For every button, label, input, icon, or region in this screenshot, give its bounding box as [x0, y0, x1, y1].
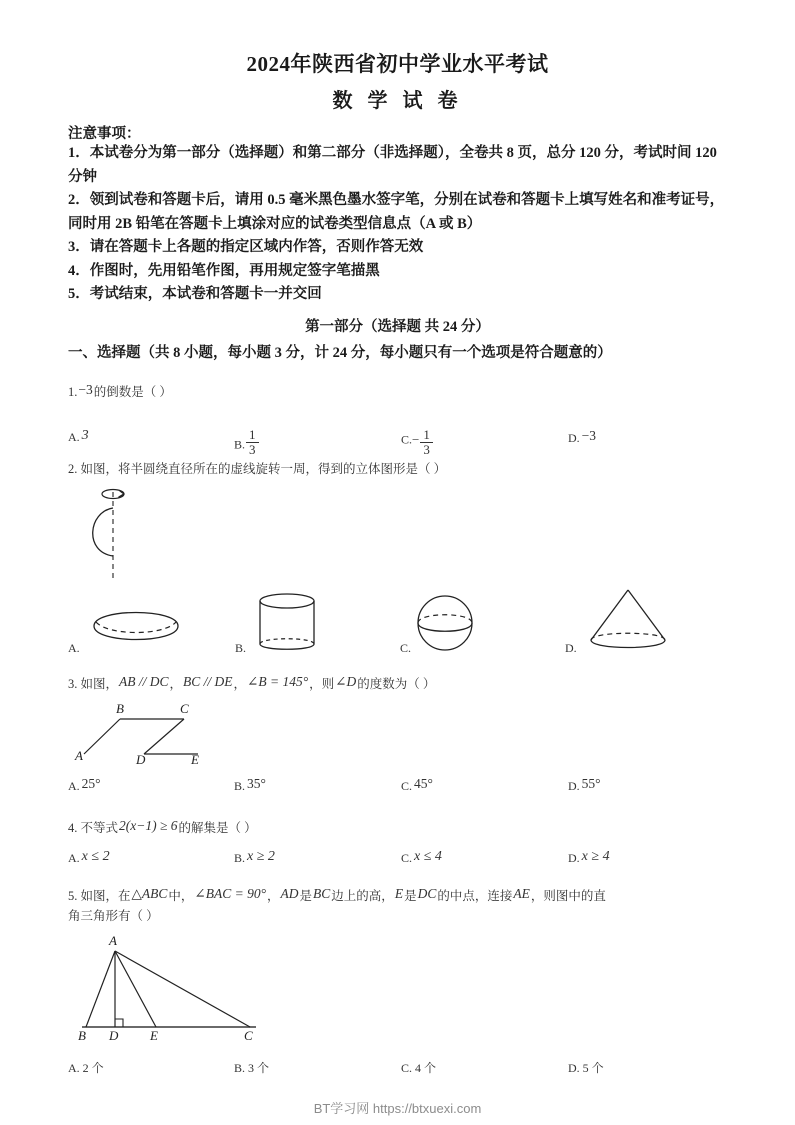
option-value: 55° — [581, 776, 601, 791]
option-label: A. 2 个 — [68, 1061, 104, 1075]
question-5-math-7: AE — [513, 886, 530, 901]
question-5-math-1: △ABC — [131, 886, 168, 901]
notice-item-4: 4．作图时，先用铅笔作图，再用规定签字笔描黑 — [68, 262, 380, 279]
question-2-option-b[interactable] — [235, 641, 246, 656]
option-label: B. — [235, 641, 247, 655]
question-4-option-a[interactable] — [68, 849, 110, 866]
question-3-comma-1: ， — [169, 677, 183, 691]
question-5-option-b[interactable] — [234, 1059, 269, 1076]
option-value: 25° — [81, 776, 101, 791]
question-3-options — [68, 772, 748, 794]
question-5-figure — [78, 933, 268, 1043]
option-label: A. — [68, 851, 80, 865]
option-label: B. 3 个 — [234, 1061, 270, 1075]
question-4-option-b[interactable] — [234, 849, 275, 866]
question-5-part-2: 中， — [168, 889, 194, 903]
option-label: A. — [68, 430, 80, 444]
question-3-label-C: C — [180, 701, 189, 716]
option-label: D. — [568, 851, 580, 865]
question-2-option-c[interactable] — [400, 641, 411, 656]
question-4-math: 2(x−1) ≥ 6 — [119, 818, 178, 833]
notice-item-5: 5．考试结束，本试卷和答题卡一并交回 — [68, 286, 322, 302]
option-value: −3 — [581, 428, 597, 443]
footer-watermark: BT学习网 https://btxuexi.com — [313, 1101, 482, 1116]
question-3-comma-2: ， — [233, 677, 247, 691]
question-1-stem — [68, 381, 172, 401]
option-value: x ≥ 4 — [581, 849, 610, 864]
question-3-label-D: D — [136, 752, 146, 767]
question-5-part-3: ， — [267, 889, 280, 903]
page-title: 2024年陕西省初中学业水平考试 — [246, 52, 549, 76]
question-3-label-B: B — [116, 701, 124, 716]
option-label: B. — [234, 851, 246, 865]
question-5-part-7: 的中点，连接 — [437, 889, 513, 903]
notice-item-2: 2．领到试卷和答题卡后，请用 0.5 毫米黑色墨水签字笔，分别在试卷和答题卡上填写姓名和准考证号，同时用 2B 铅笔在答题卡上填涂对应的试卷类型信息点（A 或 B） — [68, 192, 725, 232]
question-5-part-6: 是 — [404, 889, 417, 903]
question-5-math-3: AD — [280, 886, 299, 901]
notice-item-3: 3．请在答题卡上各题的指定区域内作答，否则作答无效 — [68, 239, 424, 255]
question-5-label-A: A — [109, 933, 117, 948]
question-2-option-d[interactable] — [565, 641, 577, 656]
option-value: 3 — [81, 428, 89, 443]
question-5-part-5: 边上的高， — [331, 889, 394, 903]
option-label: B. — [234, 779, 246, 793]
question-3-option-b[interactable] — [234, 776, 266, 794]
question-3-option-d[interactable] — [568, 776, 601, 794]
page-subtitle: 数 学 试 卷 — [332, 90, 463, 112]
question-5-math-5: E — [394, 886, 404, 901]
section-heading: 一、选择题（共 8 小题，每小题 3 分，计 24 分，每小题只有一个选项是符合题意的） — [68, 345, 612, 361]
question-5-part-8: ，则图中的直 — [530, 889, 606, 903]
question-2-option-a-figure — [88, 600, 184, 652]
option-label: C. — [401, 779, 413, 793]
question-5-label-E: E — [150, 1028, 158, 1043]
notice-item-1: 1．本试卷分为第一部分（选择题）和第二部分（非选择题），全卷共 8 页，总分 120 分，考试时间 120 分钟 — [68, 145, 717, 185]
option-label: B. — [234, 437, 246, 452]
option-value: x ≥ 2 — [247, 849, 275, 864]
question-1-option-d[interactable] — [568, 428, 596, 446]
question-3-tail: 的度数为（ ） — [357, 677, 436, 691]
question-1-option-a[interactable] — [68, 428, 89, 445]
option-label: A. — [68, 779, 80, 793]
question-4-option-d[interactable] — [568, 849, 610, 866]
question-5-stem — [68, 885, 748, 905]
question-4-tail: 的解集是（ ） — [178, 821, 257, 835]
option-label: D. 5 个 — [568, 1061, 604, 1075]
question-4-option-c[interactable] — [401, 849, 442, 866]
option-label: A. — [68, 641, 80, 655]
question-2-option-b-figure — [248, 592, 326, 654]
option-value-fraction: − $\frac{1}{3}$ — [412, 428, 434, 456]
question-5-option-c[interactable] — [401, 1059, 436, 1076]
option-label: C. — [400, 641, 412, 655]
option-label: D. — [565, 641, 577, 655]
option-value: x ≤ 2 — [81, 849, 110, 864]
option-value: x ≤ 4 — [414, 849, 442, 864]
notice-heading: 注意事项： — [68, 126, 141, 142]
option-value: 35° — [247, 776, 266, 791]
question-1-number: 1. — [68, 385, 78, 399]
notice-list — [68, 142, 733, 307]
question-2-stem: 2. 如图，将半圆绕直径所在的虚线旋转一周，得到的立体图形是（ ） — [68, 462, 447, 476]
question-1-suffix: 的倒数是（ ） — [93, 385, 172, 399]
option-label: C. — [401, 851, 413, 865]
question-1-options — [68, 424, 748, 457]
question-3-math-1: AB // DC — [119, 674, 169, 689]
question-5-math-4: BC — [313, 886, 331, 901]
question-2-option-c-figure — [412, 592, 482, 654]
question-4-lead: 4. 不等式 — [68, 821, 119, 835]
question-2-option-a[interactable] — [68, 641, 80, 656]
question-2-stem-figure — [78, 486, 148, 581]
question-3-option-a[interactable] — [68, 776, 101, 794]
option-label: C. 4 个 — [401, 1061, 437, 1075]
question-3-label-A: A — [75, 748, 83, 763]
option-label: C. — [401, 432, 413, 447]
question-5-label-B: B — [78, 1028, 86, 1043]
question-3-figure — [75, 701, 216, 767]
question-3-math-2: BC // DE — [183, 674, 233, 689]
question-3-stem — [68, 673, 435, 693]
question-1-option-b[interactable] — [234, 428, 260, 456]
question-3-option-c[interactable] — [401, 776, 433, 794]
question-4-stem — [68, 817, 257, 837]
part-heading: 第一部分（选择题 共 24 分） — [305, 319, 490, 335]
question-5-option-a[interactable] — [68, 1059, 104, 1076]
question-5-math-6: DC — [417, 886, 437, 901]
question-5-math-2: ∠BAC = 90° — [194, 886, 266, 901]
option-label: D. — [568, 779, 580, 793]
option-value: 45° — [414, 776, 433, 791]
question-3-math-4: ∠D — [335, 674, 357, 689]
question-2-option-d-figure — [578, 586, 678, 654]
question-3-comma-3: ，则 — [309, 677, 335, 691]
option-value-fraction: $\frac{1}{3}$ — [245, 428, 260, 456]
question-5-part-1: 5. 如图，在 — [68, 889, 131, 903]
question-5-part-4: 是 — [299, 889, 313, 903]
question-4-options — [68, 845, 748, 867]
question-3-math-3: ∠B = 145° — [247, 674, 309, 689]
question-5-stem-line2: 角三角形有（ ） — [68, 909, 159, 923]
question-5-options — [68, 1055, 748, 1077]
question-5-label-D: D — [109, 1028, 119, 1043]
option-label: D. — [568, 431, 580, 445]
question-1-option-c[interactable] — [401, 428, 434, 456]
question-3-lead: 3. 如图， — [68, 677, 119, 691]
question-3-label-E: E — [191, 752, 199, 767]
question-1-math: −3 — [78, 382, 93, 397]
question-5-label-C: C — [244, 1028, 253, 1043]
question-5-option-d[interactable] — [568, 1059, 604, 1076]
